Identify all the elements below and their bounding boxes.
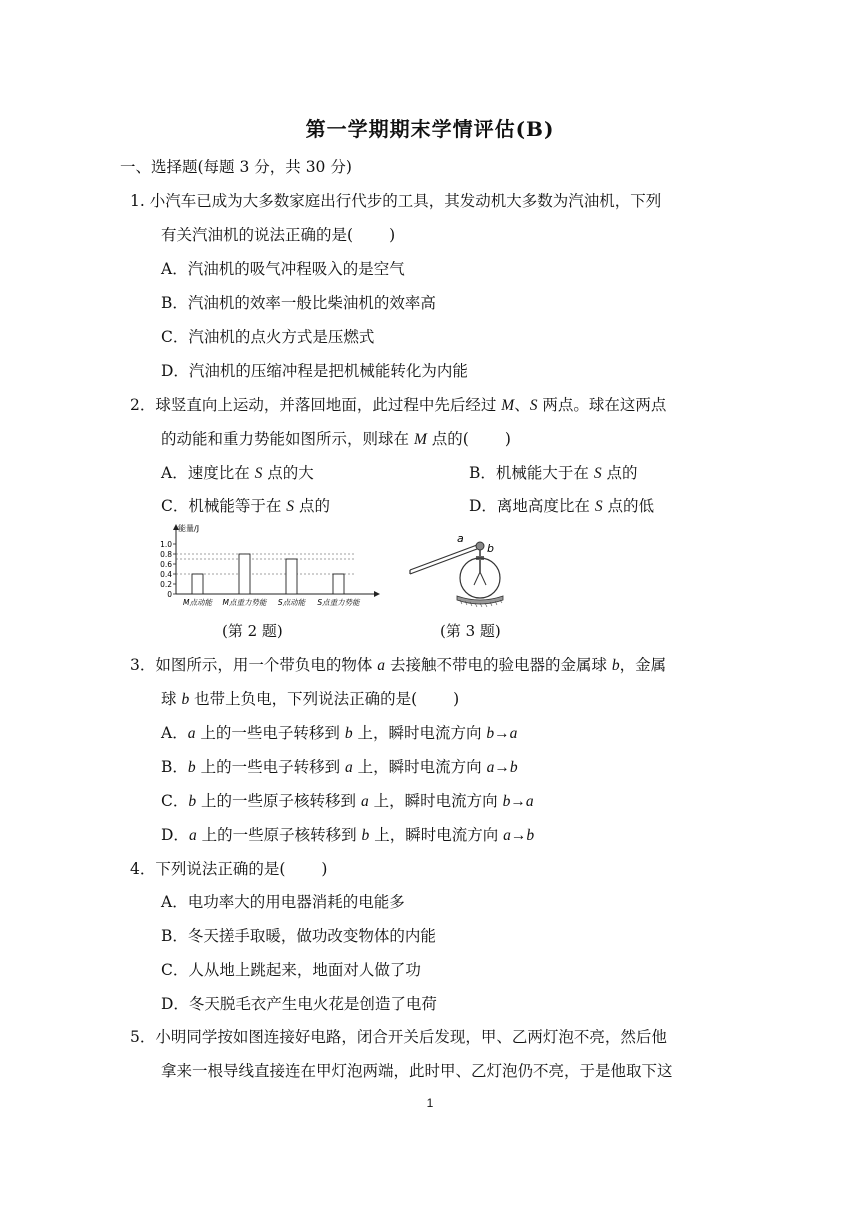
- metal-ball-b: [476, 542, 484, 550]
- section-heading: 一、选择题(每题 3 分，共 30 分): [120, 158, 352, 176]
- q2-var-s: S: [529, 397, 538, 414]
- electroscope-leaf: [474, 572, 480, 585]
- x-tick-label: S点动能: [277, 598, 306, 607]
- q3-option-text: 上，瞬时电流方向: [352, 724, 487, 742]
- q3-option-text: 上的一些原子核转移到: [196, 826, 362, 844]
- figure-caption-q3: (第 3 题): [440, 622, 501, 640]
- q2-stem-text-3: 的动能和重力势能如图所示，则球在: [161, 430, 414, 448]
- figure-caption-q2: (第 2 题): [222, 622, 283, 640]
- q2-option-d-text: D．离地高度比在: [469, 497, 595, 515]
- electroscope-figure: [405, 530, 515, 608]
- q3-option-text: C．: [161, 792, 189, 810]
- bar: [239, 554, 250, 594]
- q3-option-text: B．: [161, 758, 188, 776]
- q3-option-text: D．: [161, 826, 189, 844]
- bar: [333, 574, 344, 594]
- q2-stem-line-2: [161, 428, 511, 451]
- q1-stem-line-1: 1. 小汽车已成为大多数家庭出行代步的工具，其发动机大多数为汽油机，下列: [130, 192, 662, 210]
- q1-stem-line-2: [161, 224, 395, 246]
- q1-option-c: C．汽油机的点火方式是压燃式: [161, 328, 375, 346]
- electroscope-leaf: [480, 572, 486, 585]
- y-tick-label: 0.2: [160, 580, 172, 589]
- q3-current-direction: a→b: [486, 759, 518, 776]
- q3-close-paren: ): [453, 690, 460, 708]
- label-b: b: [487, 542, 494, 555]
- q3-stem-line-1: [130, 654, 666, 677]
- page-title: 第一学期期末学情评估(B): [305, 117, 555, 141]
- q4-option-c: C．人从地上跳起来，地面对人做了功: [161, 961, 421, 979]
- charged-rod-a: [410, 545, 477, 570]
- q2-var-s: S: [594, 498, 603, 515]
- q2-stem-line-1: [130, 394, 666, 417]
- q2-option-c-text: 点的: [294, 497, 330, 515]
- q2-option-c-text: C．机械能等于在: [161, 497, 287, 515]
- q2-option-b-text: B．机械能大于在: [469, 464, 594, 482]
- q3-var-a: a: [188, 827, 197, 844]
- y-tick-label: 0.4: [160, 570, 172, 579]
- x-axis-arrow: [374, 591, 380, 597]
- q3-current-direction: b→a: [502, 793, 534, 810]
- q3-option-text: 上，瞬时电流方向: [352, 758, 487, 776]
- q3-var-b: b: [611, 657, 620, 674]
- page-number: 1: [426, 1096, 434, 1110]
- q3-stem-line-2: [161, 688, 459, 711]
- y-tick-label: 1.0: [160, 540, 172, 549]
- y-axis-label: 能量/J: [178, 524, 200, 533]
- q3-stem-text: 也带上负电，下列说法正确的是(: [189, 690, 418, 708]
- q3-current-direction: b→a: [486, 725, 518, 742]
- q4-option-a: A．电功率大的用电器消耗的电能多: [161, 893, 405, 911]
- q3-option-text: 上，瞬时电流方向: [369, 826, 504, 844]
- q4-stem-text: 4．下列说法正确的是(: [130, 860, 286, 878]
- q5-stem-line-1: 5．小明同学按如图连接好电路，闭合开关后发现，甲、乙两灯泡不亮，然后他: [130, 1028, 667, 1046]
- x-tick-label: M点重力势能: [222, 598, 267, 607]
- q5-stem-line-2: 拿来一根导线直接连在甲灯泡两端，此时甲、乙灯泡仍不亮，于是他取下这: [161, 1062, 673, 1080]
- q2-option-d-text: 点的低: [602, 497, 655, 515]
- q3-var-a: a: [187, 725, 196, 742]
- q2-option-a-text: A．速度比在: [161, 464, 255, 482]
- q1-close-paren: ): [389, 226, 396, 244]
- q2-stem-text-4: 点的(: [426, 430, 469, 448]
- q2-sep: 、: [514, 396, 530, 414]
- q3-var-a: a: [345, 759, 353, 776]
- q4-option-b: B．冬天搓手取暖，做功改变物体的内能: [161, 927, 436, 945]
- q2-stem-text-2: 两点。球在这两点: [537, 396, 667, 414]
- q4-stem: [130, 858, 327, 880]
- q2-option-d: [469, 495, 654, 518]
- q3-option-text: 上，瞬时电流方向: [368, 792, 503, 810]
- q2-var-m: M: [413, 431, 427, 448]
- q3-var-b: b: [187, 759, 196, 776]
- q3-option-text: A．: [161, 724, 188, 742]
- x-tick-label: M点动能: [183, 598, 212, 607]
- q4-close-paren: ): [321, 860, 328, 878]
- q3-option-text: 上的一些电子转移到: [195, 758, 345, 776]
- charged-rod-a: [410, 549, 477, 574]
- q3-option-d: [161, 824, 534, 847]
- q2-option-c: [161, 495, 330, 518]
- q3-var-b: b: [361, 827, 370, 844]
- q2-var-s: S: [593, 465, 602, 482]
- q3-stem-text: 去接触不带电的验电器的金属球: [385, 656, 612, 674]
- q3-stem-text: 3．如图所示，用一个带负电的物体: [130, 656, 378, 674]
- q3-var-b: b: [188, 793, 197, 810]
- y-tick-label: 0.6: [160, 560, 172, 569]
- q1-option-d: D．汽油机的压缩冲程是把机械能转化为内能: [161, 362, 468, 380]
- q3-option-text: 上的一些原子核转移到: [196, 792, 361, 810]
- q4-option-d: D．冬天脱毛衣产生电火花是创造了电荷: [161, 995, 437, 1013]
- q3-stem-text: 球: [161, 690, 182, 708]
- q2-var-m: M: [501, 397, 515, 414]
- q2-var-s: S: [286, 498, 295, 515]
- q3-current-direction: a→b: [503, 827, 535, 844]
- q2-var-s: S: [254, 465, 263, 482]
- label-a: a: [457, 532, 464, 545]
- bar: [192, 574, 203, 594]
- q2-close-paren: ): [504, 430, 511, 448]
- q2-option-b-text: 点的: [601, 464, 638, 482]
- q1-option-a: A．汽油机的吸气冲程吸入的是空气: [161, 260, 405, 278]
- q1-stem-text: 有关汽油机的说法正确的是(: [161, 226, 354, 244]
- q3-var-b: b: [344, 725, 353, 742]
- energy-bar-chart: [148, 522, 388, 612]
- q2-option-a-text: 点的大: [262, 464, 314, 482]
- q3-var-a: a: [377, 657, 386, 674]
- bar: [286, 559, 297, 594]
- q3-var-b: b: [181, 691, 190, 708]
- q3-option-b: [161, 756, 518, 779]
- q3-option-a: [161, 722, 517, 745]
- q2-option-b: [469, 462, 638, 485]
- q3-option-text: 上的一些电子转移到: [195, 724, 345, 742]
- q3-stem-text: ，金属: [619, 656, 667, 674]
- q3-var-a: a: [360, 793, 369, 810]
- q3-option-c: [161, 790, 534, 813]
- q2-stem-text-1: 2．球竖直向上运动，并落回地面，此过程中先后经过: [130, 396, 502, 414]
- y-tick-label: 0.8: [160, 550, 172, 559]
- q2-option-a: [161, 462, 314, 485]
- y-tick-label: 0: [167, 590, 172, 599]
- q1-option-b: B．汽油机的效率一般比柴油机的效率高: [161, 294, 436, 312]
- x-tick-label: S点重力势能: [317, 598, 360, 607]
